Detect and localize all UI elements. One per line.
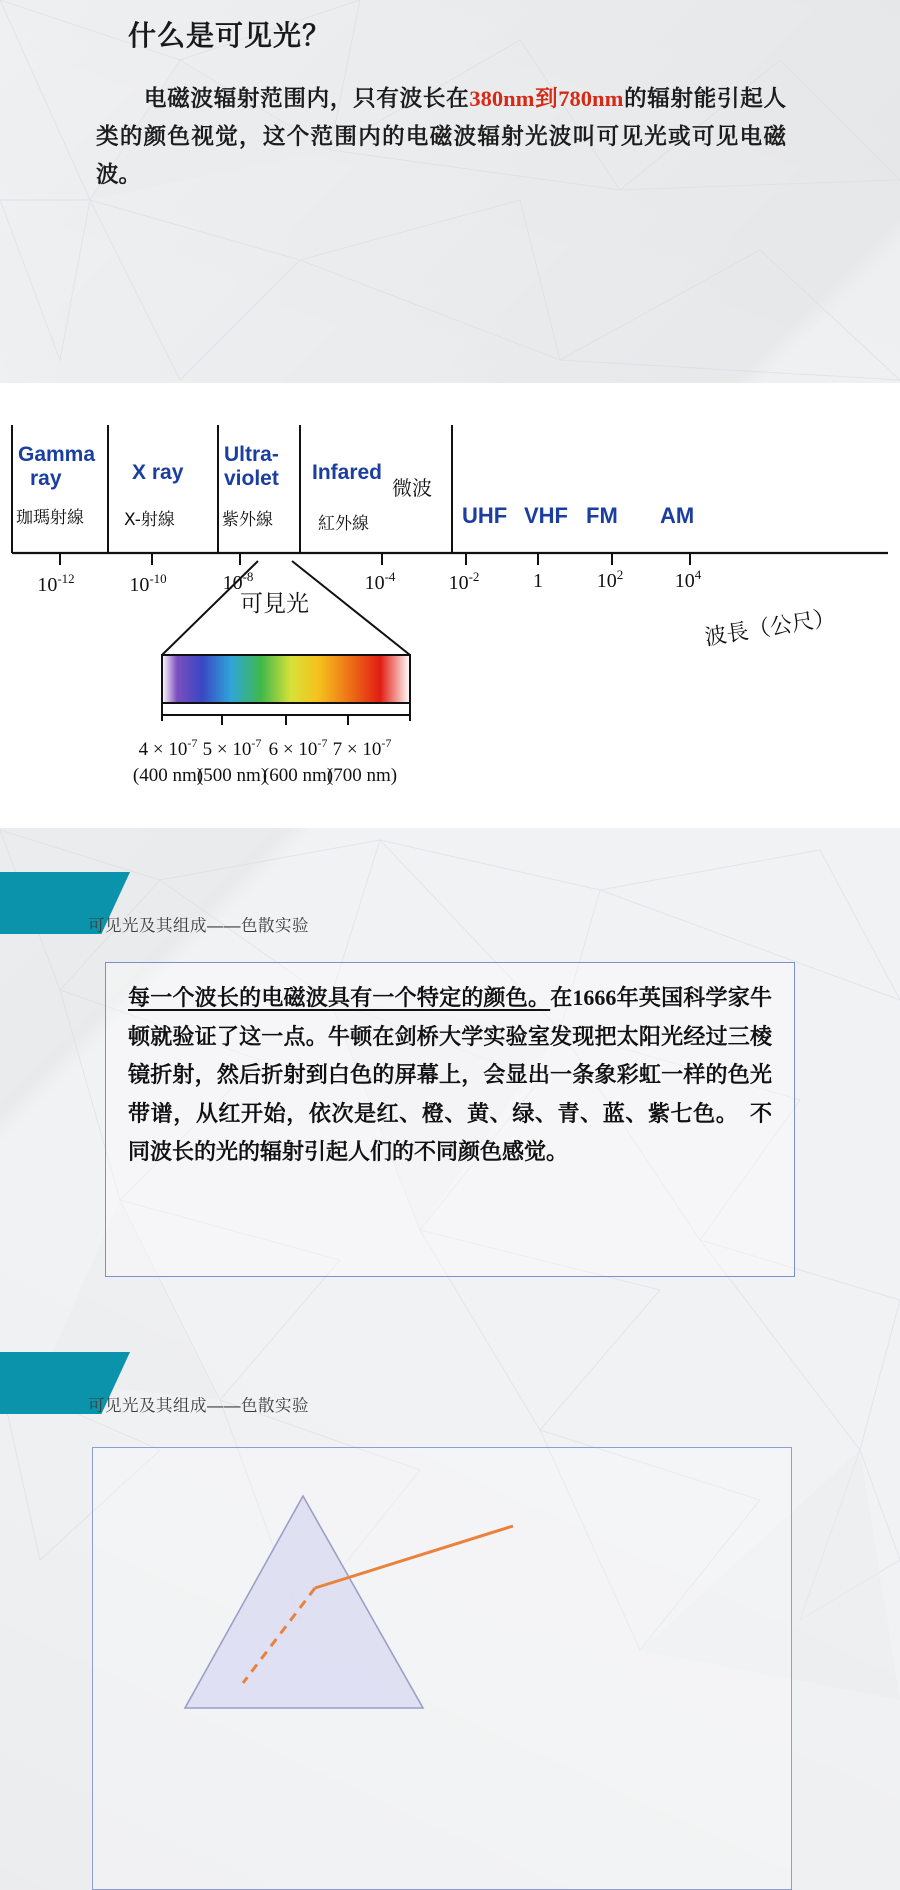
axis-tick-8: $10^4$ <box>674 567 702 592</box>
visible-tick-value-3: $6 \times 10^{-7}$ <box>268 736 328 760</box>
spectrum-figure-panel <box>0 383 900 828</box>
visible-tick-value-2: $5 \times 10^{-7}$ <box>202 736 262 760</box>
band-label-uv-zh: 紫外線 <box>222 510 273 530</box>
band-label-infrared-en: Infared <box>312 461 383 484</box>
axis-tick-5: $10^{-2}$ <box>448 569 480 594</box>
band-label-uv-en-line1: Ultra- <box>224 443 279 466</box>
prism-experiment-figure <box>92 1447 792 1890</box>
visible-tick-value-1: $4 \times 10^{-7}$ <box>138 736 198 760</box>
section-ribbon-1-label: 可见光及其组成——色散实验 <box>88 917 309 935</box>
prism-diagram <box>93 1448 792 1890</box>
intro-text-part-1: 电磁波辐射范围内，只有波长在 <box>144 86 470 111</box>
visible-tick-value-4: $7 \times 10^{-7}$ <box>332 736 392 760</box>
newton-textbox-body: 在1666年英国科学家牛顿就验证了这一点。牛顿在剑桥大学实验室发现把太阳光经过三棱镜折射，然后折射到白色的屏幕上，会显出一条象彩虹一样的色光带谱，从红开始，依次是红、橙、黄、绿、青、蓝、紫七色。 不同波长的光的辐射引起人们的不同颜色感觉。 <box>128 985 772 1164</box>
axis-title-wavelength: 波長（公尺） <box>703 605 838 651</box>
axis-tick-1: $10^{-12}$ <box>37 571 75 596</box>
newton-textbox-lead: 每一个波长的电磁波具有一个特定的颜色。 <box>128 985 551 1010</box>
axis-tick-7: $10^2$ <box>596 567 624 592</box>
axis-tick-6: 1 <box>533 570 543 592</box>
band-label-am: AM <box>660 503 695 528</box>
label-visible-light: 可見光 <box>240 591 309 617</box>
intro-paragraph <box>96 80 786 194</box>
band-label-gamma-zh: 珈瑪射線 <box>16 508 84 528</box>
band-label-gamma-en-line1: Gamma <box>18 443 96 466</box>
band-label-infrared-zh: 紅外線 <box>318 514 369 534</box>
axis-tick-2: $10^{-10}$ <box>129 571 167 596</box>
newton-textbox-paragraph <box>128 979 772 1172</box>
intro-section <box>0 0 900 375</box>
section-ribbon-2-label: 可见光及其组成——色散实验 <box>88 1397 309 1415</box>
visible-tick-nm-3: (600 nm) <box>262 765 334 786</box>
electromagnetic-spectrum-diagram <box>0 383 900 828</box>
band-label-xray-en: X ray <box>132 461 184 484</box>
band-label-uhf: UHF <box>462 503 508 528</box>
visible-spectrum-strip <box>162 655 410 703</box>
intro-text-part-3: 的辐射能引起人类的颜色视觉，这个范围内的电磁波辐射光波叫可见光或可见电磁波。 <box>96 86 786 187</box>
band-label-fm: FM <box>586 503 618 528</box>
band-label-microwave-zh: 微波 <box>392 476 432 500</box>
intro-text-highlight: 380nm到780nm <box>469 86 624 111</box>
band-label-gamma-en-line2: ray <box>30 467 62 490</box>
page-title: 什么是可见光？ <box>128 21 332 52</box>
visible-tick-nm-4: (700 nm) <box>326 765 398 786</box>
band-label-vhf: VHF <box>524 503 568 528</box>
band-label-uv-en-line2: violet <box>224 467 279 490</box>
newton-textbox <box>105 962 795 1277</box>
visible-tick-nm-2: (500 nm) <box>196 765 268 786</box>
band-label-xray-zh: X-射線 <box>124 510 175 530</box>
light-ray-outgoing <box>315 1526 513 1588</box>
axis-tick-4: $10^{-4}$ <box>364 569 396 594</box>
visible-tick-nm-1: (400 nm) <box>132 765 204 786</box>
axis-tick-3: $10^{-8}$ <box>222 569 254 594</box>
